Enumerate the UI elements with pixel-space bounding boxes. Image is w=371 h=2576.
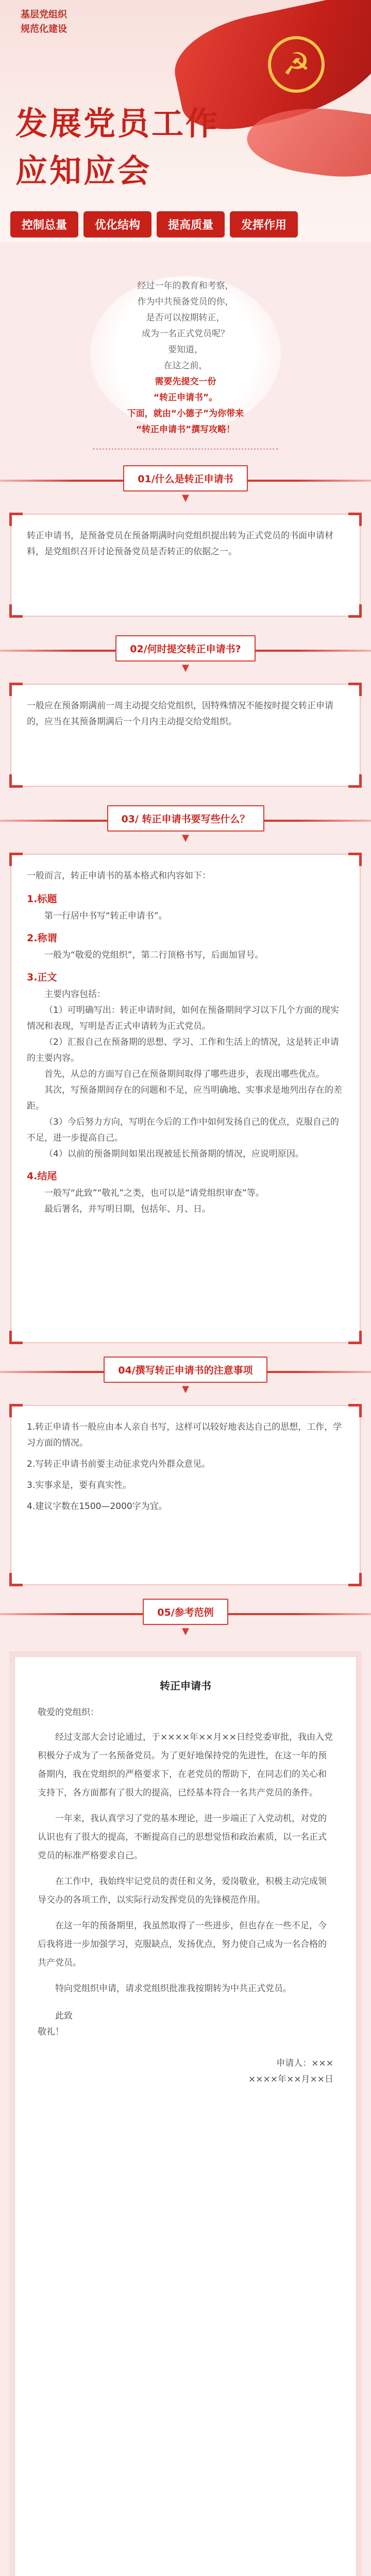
section-heading: 03/ 转正申请书要写些什么？ xyxy=(107,805,264,832)
corner-decoration xyxy=(348,1573,362,1586)
caret-icon: ▼ xyxy=(182,1626,189,1637)
part-title: 2.称谓 xyxy=(27,933,57,944)
intro-line: “转正申请书”。 xyxy=(153,393,218,403)
part-title: 4.结尾 xyxy=(27,1171,57,1182)
paragraph: 一般应在预备期满前一周主动提交给党组织，因特殊情况不能按时提交转正申请的，应当在其预备期满后一个月内主动提交给党组织。 xyxy=(27,701,333,727)
part-line: 其次，写预备期间存在的问题和不足，应当明确地、实事求是地列出存在的差距。 xyxy=(27,1085,342,1111)
part-line: （3）今后努力方向，写明在今后的工作中如何发扬自己的优点，克服自己的不足，进一步提高自己。 xyxy=(27,1117,339,1143)
divider xyxy=(93,448,278,450)
content-card xyxy=(10,854,361,1343)
corner-decoration xyxy=(348,1331,362,1344)
corner-decoration xyxy=(9,683,23,696)
example-date: ××××年××月××日 xyxy=(248,2074,333,2084)
example-greeting: 敬爱的党组织： xyxy=(38,1707,99,1718)
section-heading: 05/参考范例 xyxy=(143,1599,228,1625)
example-paragraph: 经过支部大会讨论通过，于××××年××月××日经党委审批，我由入党积极分子成为了一名预备党员。为了更好地保持党的先进性，在这一年的预备期内，我在党组织的严格要求下，在老党员的帮助下，在同志们的关心和支持下，各方面都有了很大的提高，已经基本符合一名共产党员的条件。 xyxy=(38,1732,333,1798)
example-signature: 申请人：××× xyxy=(276,2058,333,2069)
notice-item: 2.写转正申请书前要主动征求党内外群众意见。 xyxy=(27,1459,211,1469)
tag: 控制总量 xyxy=(10,211,78,238)
corner-decoration xyxy=(348,683,362,696)
intro-line: 下面，就由“小德子”为你带来 xyxy=(127,409,244,419)
part-line: （1）可明确写出：转正申请时间，如何在预备期间学习以下几个方面的现实情况和表现，写明是否正式申请转为正式党员。 xyxy=(27,1005,339,1031)
corner-decoration xyxy=(348,853,362,866)
hero-banner xyxy=(0,0,371,242)
part-line: （2）汇报自己在预备期的思想、学习、工作和生活上的情况，这是转正申请的主要内容。 xyxy=(27,1037,339,1063)
tag: 提高质量 xyxy=(157,211,225,238)
corner-decoration xyxy=(9,853,23,866)
example-salute: 敬礼！ xyxy=(38,2027,64,2037)
intro-line: “转正申请书”撰写攻略！ xyxy=(136,425,235,435)
content-card xyxy=(10,684,361,787)
example-paragraph: 在这一年的预备期里，我虽然取得了一些进步，但也存在一些不足，今后我将进一步加强学习，克服缺点，发扬优点，努力使自己成为一名合格的共产党员。 xyxy=(38,1921,327,1968)
intro-line: 经过一年的教育和考察， xyxy=(137,281,234,291)
intro-line: 在这之前， xyxy=(163,361,208,371)
format-parts xyxy=(27,891,344,1217)
example-closing: 此致 xyxy=(55,2011,73,2021)
example-paragraph: 一年来，我认真学习了党的基本理论，进一步端正了入党动机，对党的认识也有了很大的提高，不断提高自己的思想觉悟和政治素质，以一名正式党员的标准严格要求自己。 xyxy=(38,1814,327,1861)
notice-item: 4.建议字数在1500—2000字为宜。 xyxy=(27,1501,167,1512)
brand-subtitle: 规范化建设 xyxy=(21,24,67,35)
example-paragraph: 特向党组织申请，请求党组织批准我按期转为中共正式党员。 xyxy=(55,1984,292,1994)
section-05 xyxy=(0,1599,371,2576)
corner-decoration xyxy=(348,604,362,618)
paragraph: 一般而言，转正申请书的基本格式和内容如下： xyxy=(27,871,211,881)
example-title: 转正申请书 xyxy=(160,1680,211,1692)
intro-text xyxy=(0,278,371,438)
intro-line: 是否可以按期转正， xyxy=(146,313,225,323)
intro-section xyxy=(0,242,371,448)
caret-icon: ▼ xyxy=(182,663,189,673)
corner-decoration xyxy=(9,1331,23,1344)
corner-decoration xyxy=(9,513,23,526)
notice-item: 3.实事求是，要有真实性。 xyxy=(27,1480,132,1490)
part-line: 主要内容包括： xyxy=(44,989,106,999)
caret-icon: ▼ xyxy=(182,833,189,843)
notice-item: 1.转正申请书一般应由本人亲自书写，这样可以较好地表达自己的思想，工作，学习方面的情况。 xyxy=(27,1422,342,1448)
section-03 xyxy=(0,805,371,1357)
page-title-line1: 发展党员工作 xyxy=(15,105,220,142)
section-01 xyxy=(0,465,371,635)
section-04 xyxy=(0,1357,371,1599)
tag: 优化结构 xyxy=(83,211,151,238)
tag: 发挥作用 xyxy=(230,211,298,238)
page-title-line2: 应知应会 xyxy=(15,152,152,190)
corner-decoration xyxy=(348,1404,362,1417)
tag-row xyxy=(10,211,298,238)
section-heading: 01/什么是转正申请书 xyxy=(123,465,247,492)
party-emblem-icon: ☭ xyxy=(268,36,325,93)
intro-line: 要知道， xyxy=(168,345,203,355)
notice-list xyxy=(27,1419,344,1515)
example-paragraph: 在工作中，我始终牢记党员的责任和义务，爱岗敬业，积极主动完成领导交办的各项工作，以实际行动发挥党员的先锋模范作用。 xyxy=(38,1876,327,1905)
corner-decoration xyxy=(348,513,362,526)
corner-decoration xyxy=(9,1404,23,1417)
part-title: 1.标题 xyxy=(27,893,57,905)
example-body xyxy=(38,1728,333,1998)
part-title: 3.正文 xyxy=(27,972,57,983)
section-heading: 02/何时提交转正申请书? xyxy=(115,635,255,662)
part-line: 最后署名，并写明日期，包括年、月、日。 xyxy=(44,1204,211,1214)
paragraph: 转正申请书，是预备党员在预备期满时向党组织提出转为正式党员的书面申请材料，是党组织召开讨论预备党员是否转正的依据之一。 xyxy=(27,531,333,557)
corner-decoration xyxy=(9,1573,23,1586)
part-line: 首先，从总的方面写自己在预备期间取得了哪些进步，表现出哪些优点。 xyxy=(44,1069,325,1079)
corner-decoration xyxy=(9,604,23,618)
corner-decoration xyxy=(348,774,362,788)
part-line: 第一行居中书写“转正申请书”。 xyxy=(44,911,167,921)
example-document xyxy=(14,1656,357,2576)
intro-line: 成为一名正式党员呢？ xyxy=(142,329,229,339)
part-line: 一般为“敬爱的党组织”，第二行顶格书写，后面加冒号。 xyxy=(44,950,264,960)
section-heading: 04/撰写转正申请书的注意事项 xyxy=(104,1357,267,1383)
caret-icon: ▼ xyxy=(182,493,189,503)
section-02 xyxy=(0,635,371,805)
content-card xyxy=(10,514,361,617)
intro-line: 作为中共预备党员的你， xyxy=(137,297,234,307)
content-card xyxy=(10,1405,361,1585)
part-line: 一般写“此致”“敬礼”之类，也可以是“请党组织审查”等。 xyxy=(44,1188,264,1198)
intro-line: 需要先提交一份 xyxy=(155,377,216,387)
part-line: （4）以前的预备期间如果出现被延长预备期的情况，应说明原因。 xyxy=(44,1149,304,1159)
caret-icon: ▼ xyxy=(182,1384,189,1395)
corner-decoration xyxy=(9,774,23,788)
brand-label: 基层党组织 xyxy=(21,9,67,20)
